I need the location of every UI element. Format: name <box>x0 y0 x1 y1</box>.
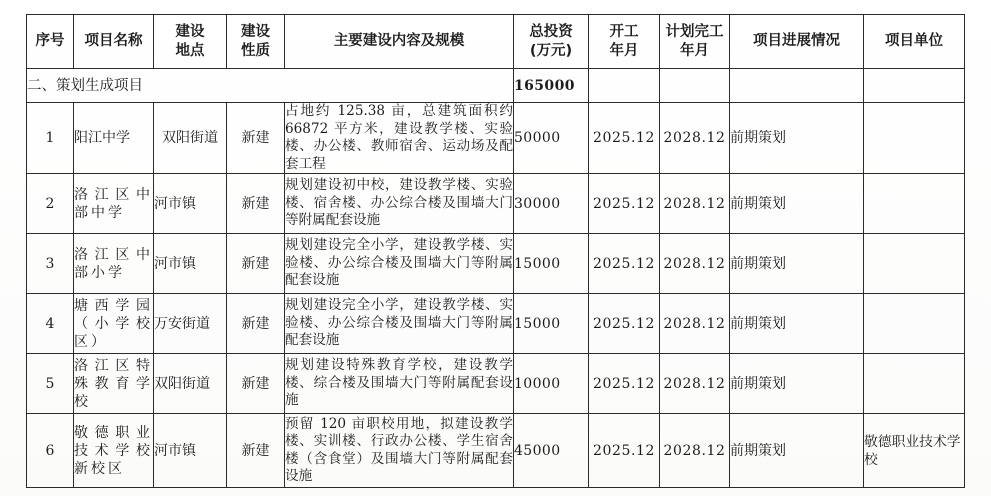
cell-start: 2025.12 <box>589 414 660 488</box>
col-header-location: 建设 地点 <box>154 15 227 69</box>
cell-location: 双阳街道 <box>154 103 227 174</box>
cell-location: 河市镇 <box>154 414 227 488</box>
cell-investment: 15000 <box>514 234 589 294</box>
col-header-start: 开工 年月 <box>589 15 660 69</box>
table-row <box>27 234 965 294</box>
col-header-content: 主要建设内容及规模 <box>285 15 514 69</box>
cell-name: 洛江区特殊教育学校 <box>74 354 154 414</box>
cell-name: 塘西学园（小学校区） <box>74 294 154 354</box>
cell-progress: 前期策划 <box>730 103 864 174</box>
cell-investment: 30000 <box>514 174 589 234</box>
col-header-investment: 总投资 (万元) <box>514 15 589 69</box>
cell-nature: 新建 <box>227 414 285 488</box>
cell-unit <box>864 294 965 354</box>
cell-name: 阳江中学 <box>74 103 154 174</box>
cell-finish: 2028.12 <box>660 414 730 488</box>
col-header-seq: 序号 <box>27 15 74 69</box>
cell-content: 预留 120 亩职校用地，拟建设教学楼、实训楼、行政办公楼、学生宿舍楼（含食堂）及围墙大门等附属配套设施 <box>285 414 514 488</box>
cell-finish: 2028.12 <box>660 234 730 294</box>
cell-nature: 新建 <box>227 234 285 294</box>
table-row <box>27 103 965 174</box>
cell-content: 规划建设完全小学，建设教学楼、实验楼、办公综合楼及围墙大门等附属配套设施 <box>285 294 514 354</box>
cell-content: 规划建设初中校，建设教学楼、实验楼、宿舍楼、办公综合楼及围墙大门等附属配套设施 <box>285 174 514 234</box>
project-table <box>26 14 965 488</box>
cell-content: 规划建设完全小学，建设教学楼、实验楼、办公综合楼及围墙大门等附属配套设施 <box>285 234 514 294</box>
table-row <box>27 174 965 234</box>
cell-finish: 2028.12 <box>660 174 730 234</box>
section-title: 二、策划生成项目 <box>27 69 514 103</box>
col-header-unit: 项目单位 <box>864 15 965 69</box>
cell-progress: 前期策划 <box>730 294 864 354</box>
cell-start: 2025.12 <box>589 234 660 294</box>
cell-start: 2025.12 <box>589 103 660 174</box>
cell-nature: 新建 <box>227 174 285 234</box>
cell-progress: 前期策划 <box>730 414 864 488</box>
cell-investment: 50000 <box>514 103 589 174</box>
cell-progress: 前期策划 <box>730 234 864 294</box>
cell-unit <box>864 174 965 234</box>
cell-progress: 前期策划 <box>730 174 864 234</box>
cell-nature: 新建 <box>227 294 285 354</box>
cell-start: 2025.12 <box>589 174 660 234</box>
cell-progress: 前期策划 <box>730 354 864 414</box>
section-row <box>27 69 965 103</box>
cell-name: 洛江区中部中学 <box>74 174 154 234</box>
cell-start: 2025.12 <box>589 354 660 414</box>
cell-content: 规划建设特殊教育学校，建设教学楼、综合楼及围墙大门等附属配套设施 <box>285 354 514 414</box>
col-header-progress: 项目进展情况 <box>730 15 864 69</box>
cell-investment: 15000 <box>514 294 589 354</box>
empty-cell <box>864 69 965 103</box>
cell-location: 万安街道 <box>154 294 227 354</box>
cell-nature: 新建 <box>227 103 285 174</box>
table-row <box>27 414 965 488</box>
table-row <box>27 294 965 354</box>
cell-nature: 新建 <box>227 354 285 414</box>
empty-cell <box>660 69 730 103</box>
cell-start: 2025.12 <box>589 294 660 354</box>
cell-finish: 2028.12 <box>660 354 730 414</box>
cell-unit <box>864 234 965 294</box>
cell-investment: 45000 <box>514 414 589 488</box>
cell-investment: 10000 <box>514 354 589 414</box>
cell-name: 洛江区中部小学 <box>74 234 154 294</box>
cell-seq: 3 <box>27 234 74 294</box>
cell-finish: 2028.12 <box>660 294 730 354</box>
col-header-nature: 建设 性质 <box>227 15 285 69</box>
empty-cell <box>730 69 864 103</box>
header-row <box>27 15 965 69</box>
cell-unit <box>864 103 965 174</box>
cell-finish: 2028.12 <box>660 103 730 174</box>
cell-unit: 敬德职业技术学校 <box>864 414 965 488</box>
cell-seq: 2 <box>27 174 74 234</box>
col-header-finish: 计划完工 年月 <box>660 15 730 69</box>
col-header-name: 项目名称 <box>74 15 154 69</box>
cell-seq: 1 <box>27 103 74 174</box>
cell-name: 敬德职业技术学校新校区 <box>74 414 154 488</box>
cell-location: 双阳街道 <box>154 354 227 414</box>
cell-location: 河市镇 <box>154 234 227 294</box>
section-total-investment: 165000 <box>514 69 589 103</box>
cell-content: 占地约 125.38 亩，总建筑面积约 66872 平方米，建设教学楼、实验楼、办公楼、教师宿舍、运动场及配套工程 <box>285 103 513 172</box>
table-row <box>27 354 965 414</box>
cell-seq: 4 <box>27 294 74 354</box>
cell-seq: 5 <box>27 354 74 414</box>
cell-seq: 6 <box>27 414 74 488</box>
cell-location: 河市镇 <box>154 174 227 234</box>
empty-cell <box>589 69 660 103</box>
cell-unit <box>864 354 965 414</box>
